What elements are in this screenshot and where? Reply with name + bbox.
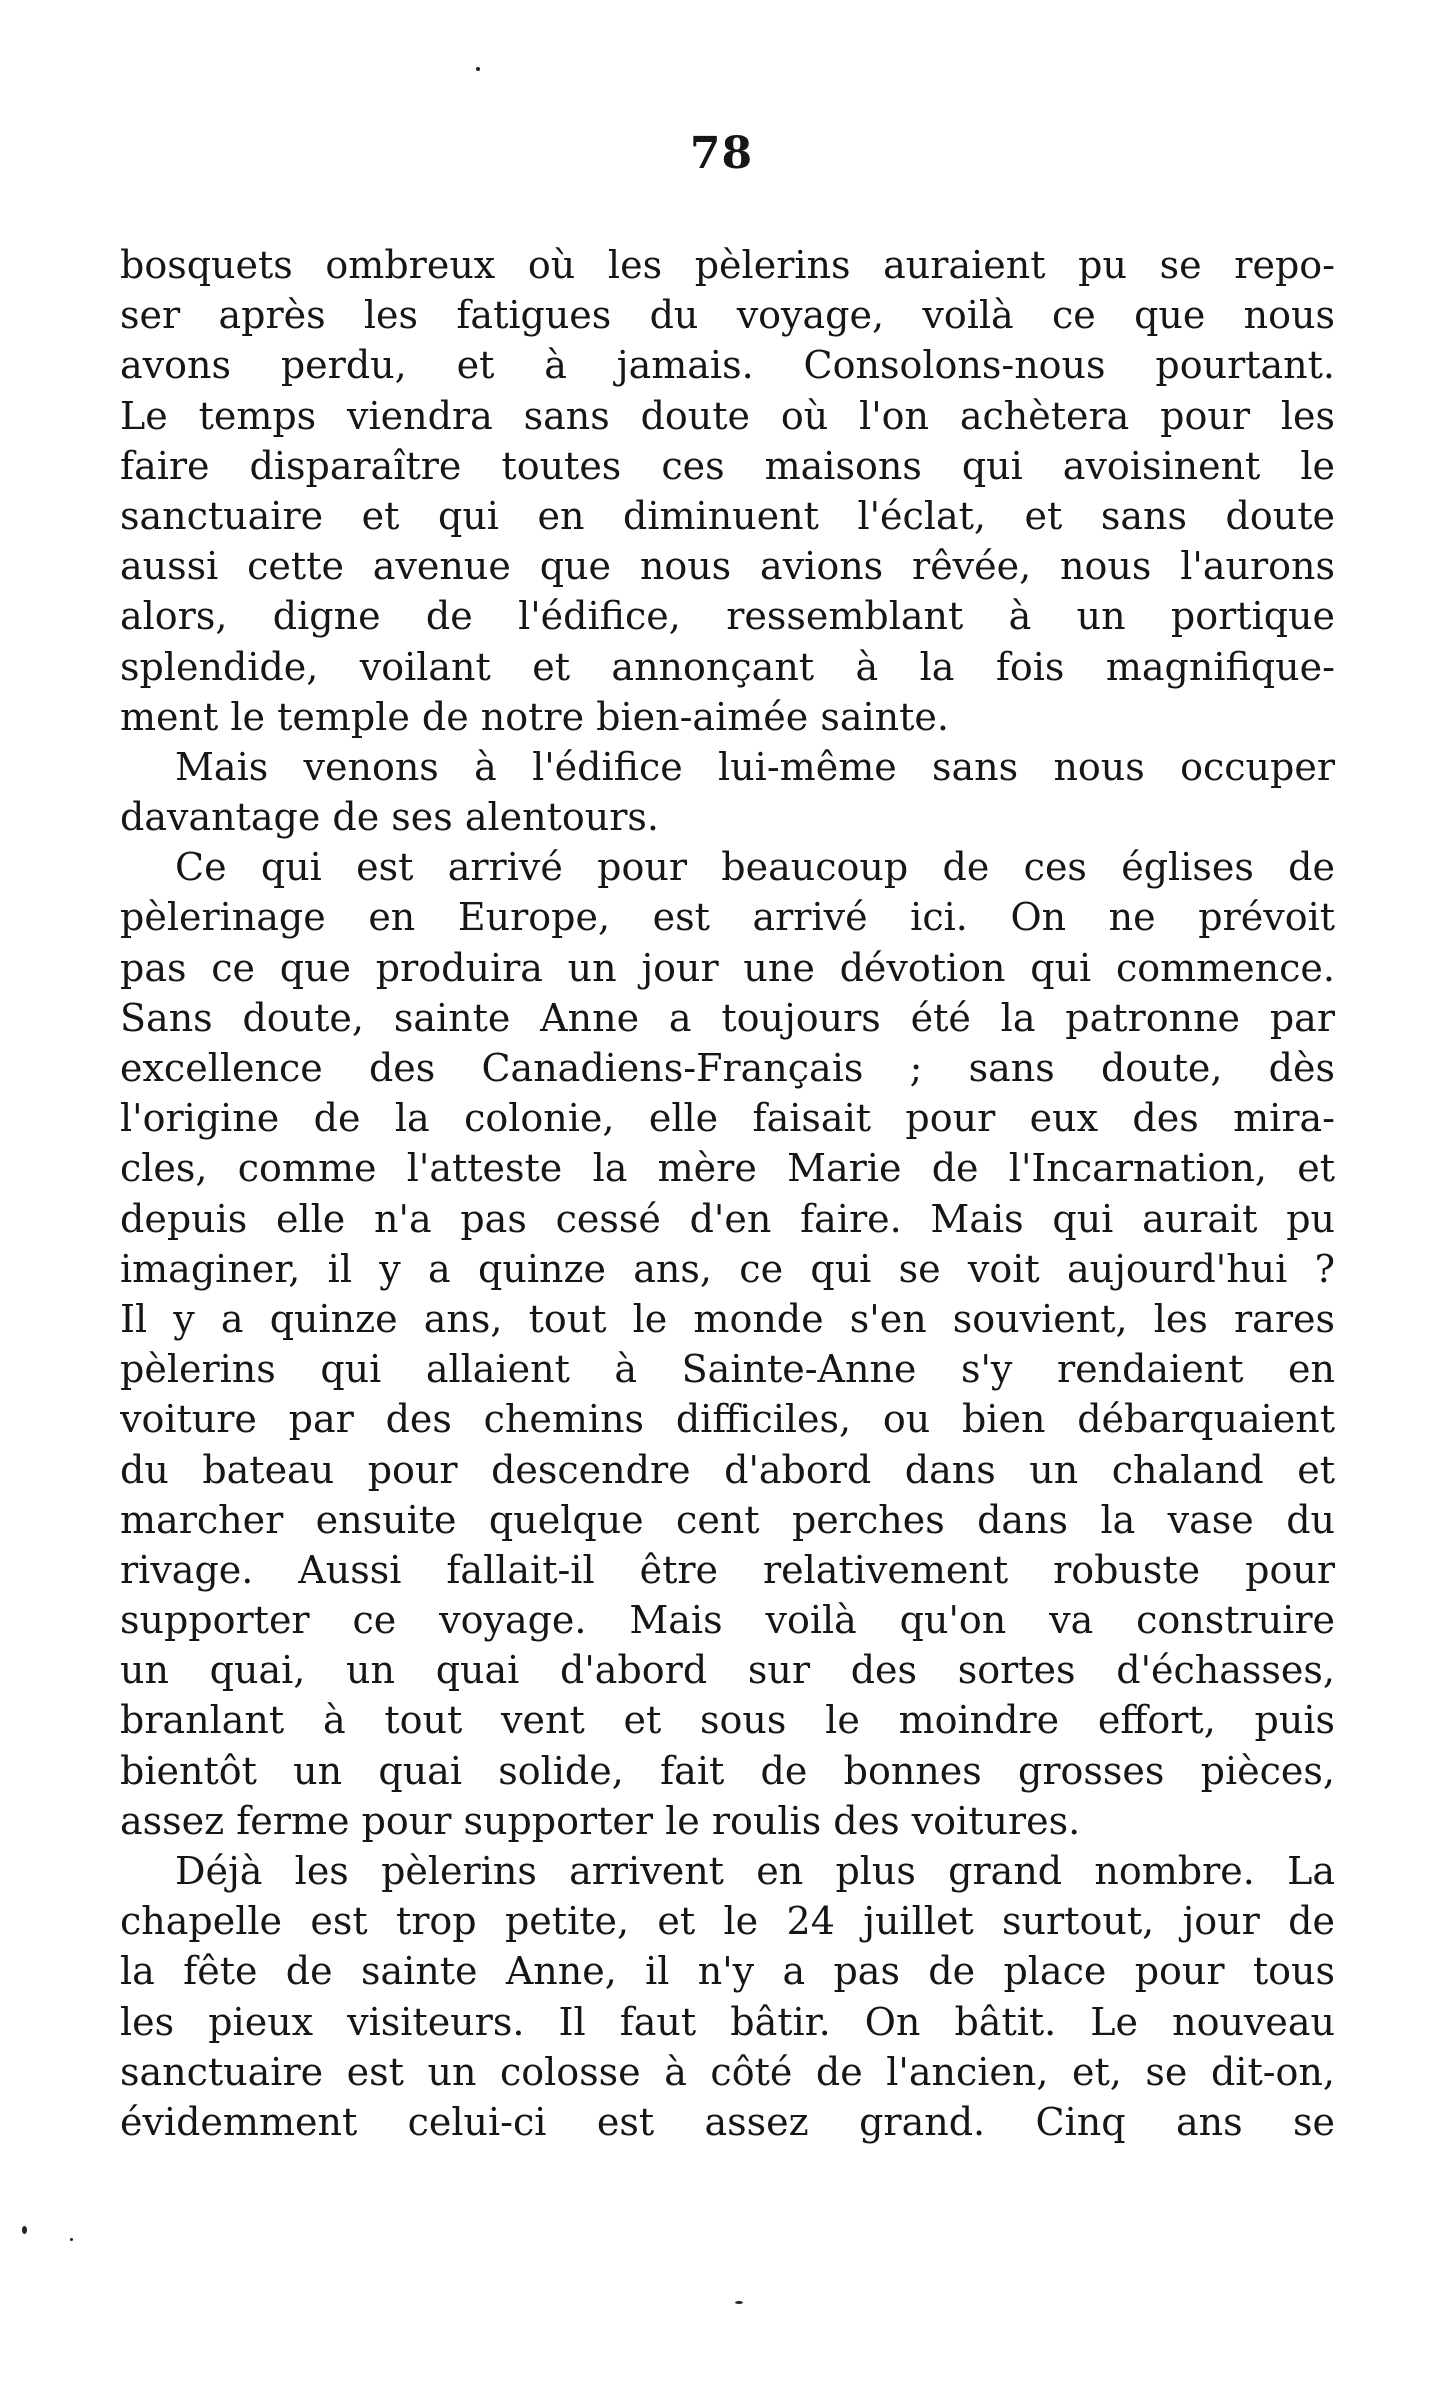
- text-line: pas ce que produira un jour une dévotion qui commence.: [120, 945, 1335, 990]
- text-line: splendide, voilant et annonçant à la fois magnifique-: [120, 644, 1335, 689]
- text-line: la fête de sainte Anne, il n'y a pas de place pour tous: [120, 1949, 1335, 1994]
- text-line: assez ferme pour supporter le roulis des voitures.: [120, 1798, 1081, 1843]
- text-line: bosquets ombreux où les pèlerins auraient pu se repo-: [120, 243, 1335, 287]
- text-line: depuis elle n'a pas cessé d'en faire. Mais qui aurait pu: [120, 1196, 1335, 1241]
- text-line: évidemment celui-ci est assez grand. Cinq ans se: [120, 2099, 1335, 2144]
- text-line: branlant à tout vent et sous le moindre effort, puis: [120, 1698, 1335, 1743]
- text-line: pèlerins qui allaient à Sainte-Anne s'y rendaient en: [120, 1347, 1335, 1392]
- text-line: voiture par des chemins difficiles, ou bien débarquaient: [120, 1397, 1335, 1442]
- text-line: Mais venons à l'édifice lui-même sans nous occuper: [175, 744, 1335, 789]
- text-line: aussi cette avenue que nous avions rêvée, nous l'aurons: [120, 544, 1335, 589]
- text-line: alors, digne de l'édifice, ressemblant à un portique: [120, 594, 1335, 639]
- text-line: les pieux visiteurs. Il faut bâtir. On bâtit. Le nouveau: [120, 1999, 1335, 2044]
- text-line: l'origine de la colonie, elle faisait pour eux des mira-: [120, 1096, 1335, 1141]
- page-number: 78: [689, 128, 754, 179]
- scan-speck: [476, 67, 480, 71]
- text-line: un quai, un quai d'abord sur des sortes d'échasses,: [120, 1648, 1335, 1693]
- text-line: pèlerinage en Europe, est arrivé ici. On ne prévoit: [120, 895, 1335, 940]
- scan-speck: [735, 2301, 743, 2304]
- text-line: chapelle est trop petite, et le 24 juillet surtout, jour de: [120, 1899, 1335, 1944]
- text-line: ment le temple de notre bien-aimée sainte.: [120, 694, 949, 739]
- scan-speck: [22, 2226, 27, 2234]
- text-line: du bateau pour descendre d'abord dans un chaland et: [120, 1447, 1335, 1492]
- text-line: sanctuaire et qui en diminuent l'éclat, et sans doute: [120, 493, 1335, 538]
- text-line: rivage. Aussi fallait-il être relativement robuste pour: [120, 1547, 1335, 1592]
- text-line: imaginer, il y a quinze ans, ce qui se voit aujourd'hui ?: [120, 1246, 1335, 1291]
- text-line: davantage de ses alentours.: [120, 795, 659, 840]
- text-line: excellence des Canadiens-Français ; sans doute, dès: [120, 1046, 1335, 1090]
- text-line: Sans doute, sainte Anne a toujours été la patronne par: [120, 995, 1335, 1040]
- text-line: Le temps viendra sans doute où l'on achètera pour les: [120, 393, 1335, 438]
- text-line: Il y a quinze ans, tout le monde s'en souvient, les rares: [120, 1296, 1335, 1341]
- scan-speck: [70, 2238, 73, 2241]
- text-line: Déjà les pèlerins arrivent en plus grand nombre. La: [175, 1849, 1335, 1893]
- text-line: supporter ce voyage. Mais voilà qu'on va construire: [120, 1598, 1335, 1643]
- text-line: Ce qui est arrivé pour beaucoup de ces églises de: [175, 845, 1335, 890]
- text-line: marcher ensuite quelque cent perches dans la vase du: [120, 1497, 1335, 1542]
- text-line: cles, comme l'atteste la mère Marie de l'Incarnation, et: [120, 1146, 1335, 1191]
- text-line: sanctuaire est un colosse à côté de l'ancien, et, se dit-on,: [120, 2049, 1335, 2094]
- body-text: [120, 240, 1335, 2147]
- text-line: ser après les fatigues du voyage, voilà ce que nous: [120, 293, 1335, 338]
- text-line: faire disparaître toutes ces maisons qui avoisinent le: [120, 443, 1335, 488]
- text-line: avons perdu, et à jamais. Consolons-nous pourtant.: [120, 343, 1335, 388]
- text-line: bientôt un quai solide, fait de bonnes grosses pièces,: [120, 1748, 1335, 1793]
